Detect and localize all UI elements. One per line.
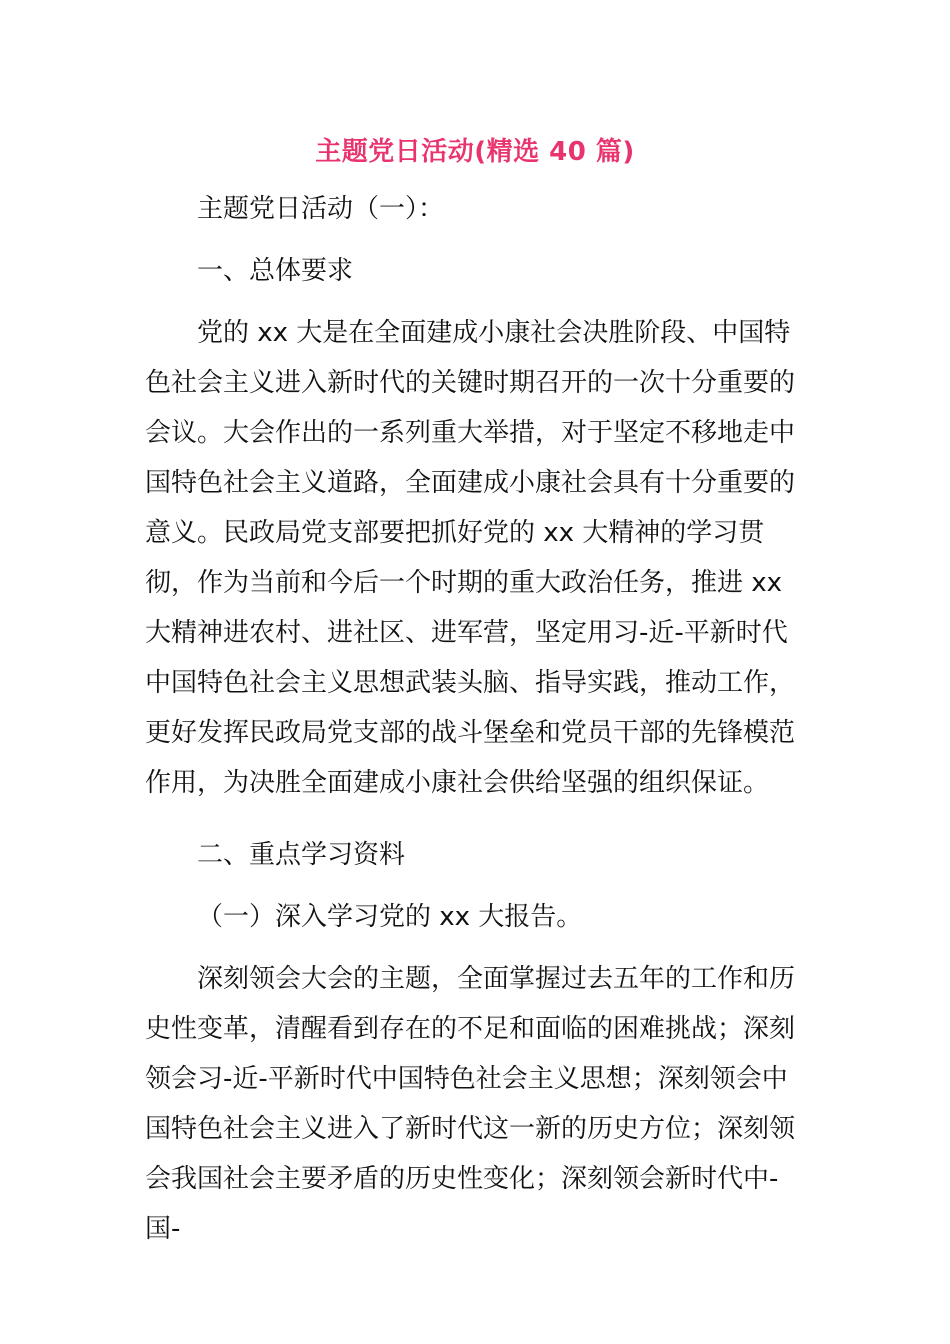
paragraph-overall-requirements: 党的 xx 大是在全面建成小康社会决胜阶段、中国特色社会主义进入新时代的关键时期召开的一次十分重要的会议。大会作出的一系列重大举措，对于坚定不移地走中国特色社会主义道路，全面建成小康社会具有十分重要的意义。民政局党支部要把抓好党的 xx 大精神的学习贯彻，作为当前和今后一个时期的重大政治任务，推进 xx 大精神进农村、进社区、进军营，坚定用习-近-平新时代中国特色社会主义思想武装头脑、指导实践，推动工作，更好发挥民政局党支部的战斗堡垒和党员干部的先锋模范作用，为决胜全面建成小康社会供给坚强的组织保证。 bbox=[145, 318, 796, 798]
heading-key-study-materials: 二、重点学习资料 bbox=[197, 840, 406, 870]
heading-overall-requirements: 一、总体要求 bbox=[197, 256, 354, 286]
paragraph-study-report: 深刻领会大会的主题，全面掌握过去五年的工作和历史性变革，清醒看到存在的不足和面临的困难挑战；深刻领会习-近-平新时代中国特色社会主义思想；深刻领会中国特色社会主义进入了新时代这一新的历史方位；深刻领会我国社会主要矛盾的历史性变化；深刻领会新时代中-国- bbox=[145, 964, 796, 1244]
document-body bbox=[145, 184, 810, 1254]
subheading-study-report: （一）深入学习党的 xx 大报告。 bbox=[197, 902, 583, 932]
section-label: 主题党日活动（一）： bbox=[197, 194, 445, 224]
document-title: 主题党日活动(精选 40 篇) bbox=[315, 137, 635, 167]
